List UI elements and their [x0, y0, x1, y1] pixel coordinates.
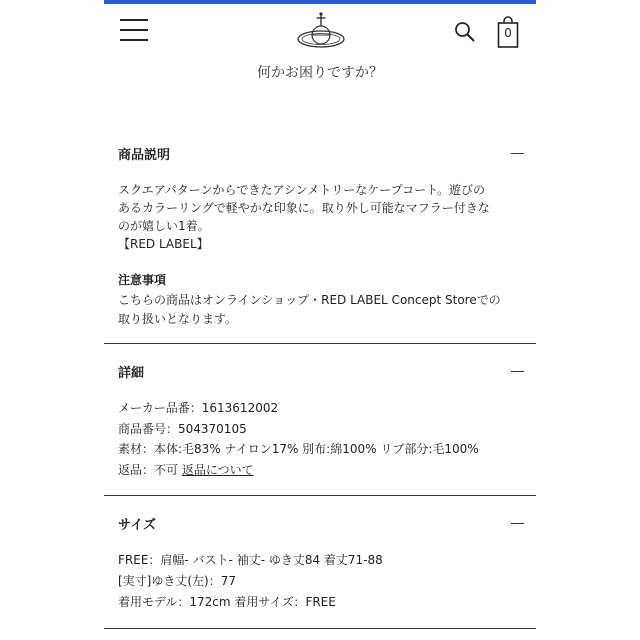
help-link[interactable]: 何かお困りですか？: [257, 65, 383, 81]
site-header: [104, 4, 536, 54]
size-line: FREE：肩幅- バスト- 袖丈- ゆき丈84 着丈71-88: [118, 553, 383, 567]
notes-title: 注意事項: [118, 273, 167, 287]
description-title: 商品説明: [118, 148, 171, 163]
returns-policy-link[interactable]: 返品について: [181, 463, 254, 477]
description-line: のが嬉しい1着。: [118, 219, 210, 233]
hamburger-icon: [120, 19, 148, 21]
search-icon[interactable]: [454, 21, 476, 43]
collapse-icon[interactable]: [511, 371, 524, 372]
size-title: サイズ: [118, 518, 156, 533]
description-section-header[interactable]: [118, 144, 528, 166]
size-section-header[interactable]: [118, 514, 528, 536]
notes-line: 取り扱いとなります。: [118, 312, 238, 326]
description-line: あるカラーリングで軽やかな印象に。取り外し可能なマフラー付きな: [118, 201, 490, 215]
returns-label: 返品：不可: [118, 463, 179, 477]
returns-row: [118, 461, 254, 478]
orb-logo-icon[interactable]: [294, 11, 348, 51]
details-section-header[interactable]: [118, 362, 528, 384]
section-divider: [104, 495, 536, 496]
cart-count: 0: [504, 26, 512, 40]
size-line: 着用モデル：172cm 着用サイズ：FREE: [118, 595, 336, 609]
hamburger-icon-bar: [120, 29, 148, 31]
description-line: 【RED LABEL】: [118, 237, 209, 251]
menu-button[interactable]: [120, 19, 148, 41]
notes-line: こちらの商品はオンラインショップ・RED LABEL Concept Storeでの: [118, 293, 501, 307]
size-line: [実寸]ゆき丈(左)：77: [118, 574, 236, 588]
cart-button[interactable]: [497, 16, 519, 48]
section-divider: [104, 343, 536, 344]
product-number: 商品番号：504370105: [118, 422, 247, 436]
section-divider: [104, 628, 536, 629]
hamburger-icon-bar: [120, 39, 148, 41]
details-title: 詳細: [118, 366, 145, 381]
material-info: 素材：本体:毛83% ナイロン17% 別布:綿100% リブ部分:毛100%: [118, 442, 479, 456]
maker-number: メーカー品番：1613612002: [118, 401, 279, 415]
description-line: スクエアパターンからできたアシンメトリーなケープコート。遊びの: [118, 183, 486, 197]
collapse-icon[interactable]: [511, 523, 524, 524]
collapse-icon[interactable]: [511, 153, 524, 154]
